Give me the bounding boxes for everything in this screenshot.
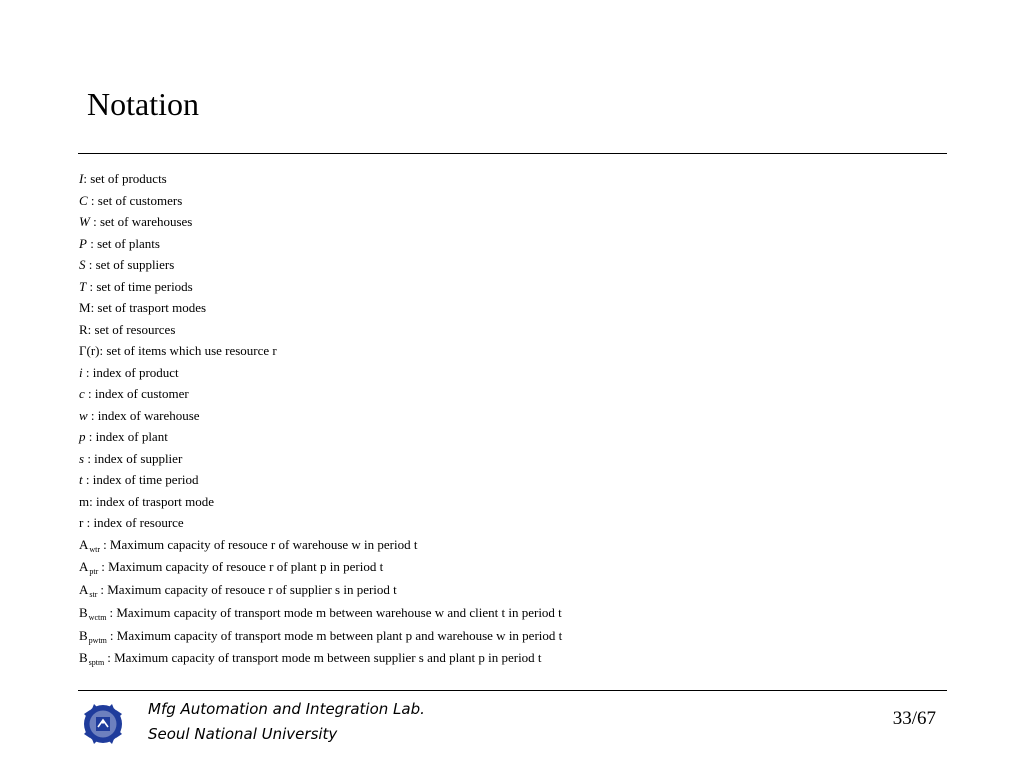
notation-item: [79, 168, 939, 190]
notation-item: [79, 340, 939, 362]
notation-subscript: wtr: [89, 544, 101, 554]
notation-description: : index of supplier: [84, 450, 183, 466]
notation-symbol: W: [79, 214, 90, 229]
notation-symbol: I: [79, 171, 84, 186]
notation-symbol: B: [79, 604, 88, 620]
notation-item: [79, 426, 939, 448]
notation-description: : set of plants: [86, 235, 160, 251]
notation-item: [79, 211, 939, 233]
page-number: 33/67: [892, 708, 936, 729]
notation-description: : set of time periods: [86, 278, 193, 294]
notation-description: (r): set of items which use resource r: [86, 343, 277, 358]
notation-description: : set of products: [83, 171, 167, 186]
notation-item: [79, 556, 939, 579]
notation-item: [79, 405, 939, 427]
university-seal-icon: [78, 700, 128, 748]
notation-item: [79, 579, 939, 602]
notation-symbol: M: [79, 300, 91, 315]
notation-symbol: r: [79, 515, 84, 530]
notation-description: : Maximum capacity of transport mode m between supplier s and plant p in period t: [107, 650, 542, 666]
notation-item: [79, 625, 939, 648]
notation-item: [79, 297, 939, 319]
notation-description: : index of product: [82, 364, 179, 380]
notation-symbol: P: [79, 235, 87, 251]
notation-symbol: A: [79, 582, 89, 598]
notation-item: [79, 469, 939, 491]
slide-title: Notation: [87, 86, 199, 122]
notation-item: [79, 448, 939, 470]
notation-description: : set of customers: [87, 192, 183, 208]
notation-description: : Maximum capacity of transport mode m between warehouse w and client t in period t: [109, 604, 562, 620]
notation-symbol: R: [79, 321, 88, 337]
notation-subscript: str: [89, 590, 98, 600]
notation-description: : index of trasport mode: [89, 493, 215, 509]
footer-university-name: Seoul National University: [148, 725, 338, 743]
notation-symbol: S: [79, 257, 86, 272]
notation-description: : set of warehouses: [89, 214, 193, 229]
footer-lab-name: Mfg Automation and Integration Lab.: [148, 700, 425, 718]
notation-symbol: p: [79, 429, 86, 444]
notation-symbol: C: [79, 192, 88, 208]
notation-item: [79, 319, 939, 341]
notation-item: [79, 647, 939, 670]
footer-divider: [78, 690, 947, 691]
notation-description: : index of plant: [85, 429, 168, 444]
notation-subscript: wctm: [88, 612, 107, 622]
notation-item: [79, 254, 939, 276]
title-divider: [78, 153, 947, 154]
notation-description: : index of warehouse: [87, 407, 200, 423]
notation-description: : set of resources: [87, 321, 176, 337]
notation-description: : Maximum capacity of resouce r of supplier s in period t: [100, 582, 397, 598]
notation-symbol: t: [79, 472, 83, 487]
notation-item: [79, 602, 939, 625]
notation-description: : set of trasport modes: [90, 300, 207, 315]
notation-description: : set of suppliers: [85, 257, 175, 272]
notation-symbol: s: [79, 450, 85, 466]
notation-symbol: A: [79, 536, 89, 552]
notation-symbol: m: [79, 493, 90, 509]
notation-description: : Maximum capacity of resouce r of plant p in period t: [101, 559, 384, 575]
notation-item: [79, 383, 939, 405]
notation-list: [79, 168, 939, 670]
notation-symbol: Γ: [79, 343, 87, 358]
notation-subscript: sptm: [88, 658, 105, 668]
notation-description: : index of customer: [84, 386, 189, 401]
notation-symbol: c: [79, 386, 85, 401]
footer-text: [148, 698, 425, 748]
notation-symbol: B: [79, 627, 88, 643]
notation-symbol: i: [79, 364, 83, 380]
notation-item: [79, 491, 939, 513]
notation-symbol: A: [79, 559, 89, 575]
notation-description: : Maximum capacity of resouce r of warehouse w in period t: [103, 536, 418, 552]
notation-subscript: pwtm: [88, 635, 107, 645]
notation-symbol: B: [79, 650, 88, 666]
notation-item: [79, 512, 939, 534]
notation-item: [79, 362, 939, 384]
notation-item: [79, 534, 939, 557]
notation-description: : index of time period: [82, 472, 199, 487]
notation-item: [79, 190, 939, 212]
notation-description: : index of resource: [83, 515, 184, 530]
notation-symbol: w: [79, 407, 88, 423]
notation-item: [79, 233, 939, 255]
notation-description: : Maximum capacity of transport mode m between plant p and warehouse w in period t: [109, 627, 563, 643]
notation-item: [79, 276, 939, 298]
notation-subscript: ptr: [89, 567, 99, 577]
notation-symbol: T: [79, 278, 87, 294]
